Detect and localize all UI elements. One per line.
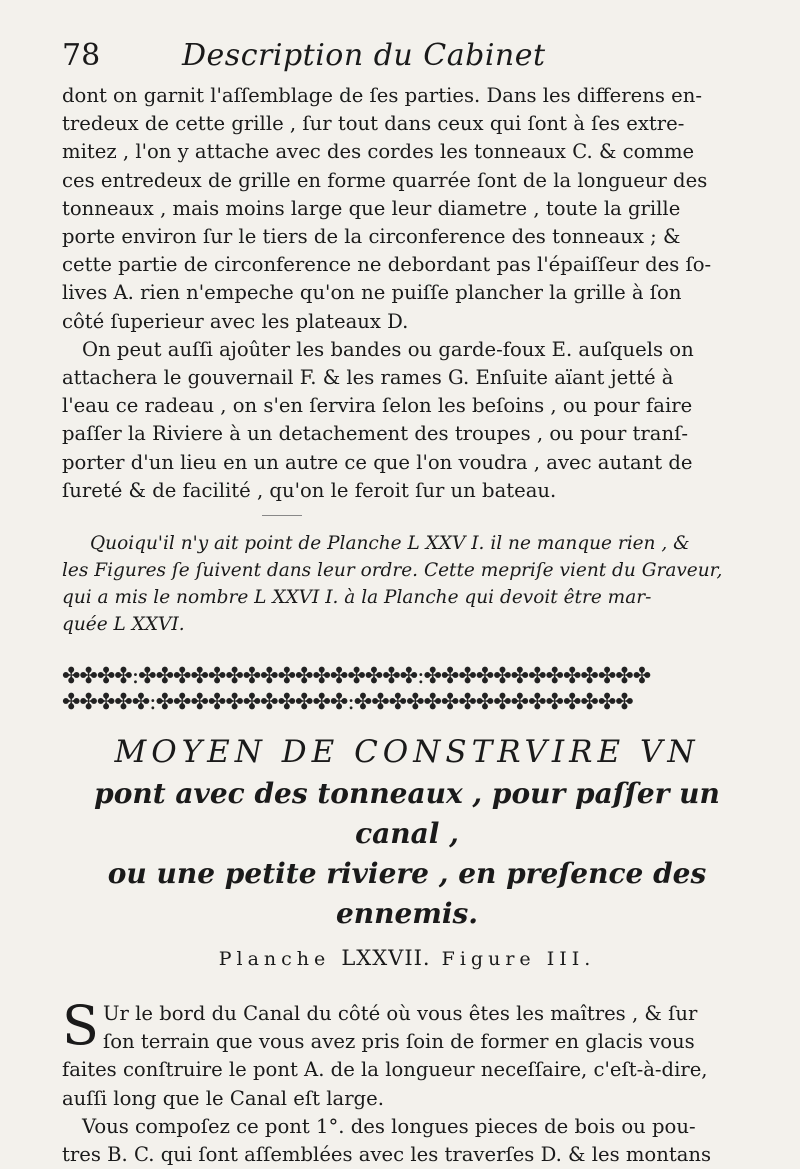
- text-line: On peut auſſi ajoûter les bandes ou garde-foux E. auſquels on: [82, 337, 694, 361]
- final-text: [62, 994, 752, 1169]
- ornamental-band: [62, 664, 752, 716]
- text-line: auſſi long que le Canal eſt large.: [62, 1086, 384, 1110]
- body-text: [62, 82, 752, 505]
- note-line: Quoiqu'il n'y ait point de Planche L XXV I. il ne manque rien , &: [90, 533, 690, 555]
- ornament-row: ✤✤✤✤✤:✤✤✤✤✤✤✤✤✤✤✤:✤✤✤✤✤✤✤✤✤✤✤✤✤✤✤✤: [62, 690, 633, 716]
- erratum-note: [62, 530, 752, 638]
- text-line: ſon terrain que vous avez pris ſoin de former en glacis vous: [103, 1030, 695, 1054]
- text-line: paſſer la Riviere à un detachement des troupes , ou pour tranſ-: [62, 422, 688, 446]
- text-line: tonneaux , mais moins large que leur diametre , toute la grille: [62, 196, 681, 220]
- drop-cap: S: [62, 994, 99, 1058]
- plate-label: Planche: [218, 948, 331, 971]
- figure-label: Figure: [441, 948, 536, 971]
- text-line: porter d'un lieu en un autre ce que l'on voudra , avec autant de: [62, 450, 693, 474]
- ornament-row: ✤✤✤✤:✤✤✤✤✤✤✤✤✤✤✤✤✤✤✤✤:✤✤✤✤✤✤✤✤✤✤✤✤✤: [62, 664, 651, 690]
- plate-number: LXXVII.: [341, 946, 431, 971]
- page-header: [62, 38, 752, 82]
- text-line: porte environ ſur le tiers de la circonference des tonneaux ; &: [62, 225, 681, 249]
- text-line: l'eau ce radeau , on s'en ſervira ſelon les beſoins , ou pour faire: [62, 394, 693, 418]
- note-line: les Figures ſe ſuivent dans leur ordre. Cette mepriſe vient du Graveur,: [62, 560, 723, 582]
- text-line: tres B. C. qui ſont aſſemblées avec les traverſes D. & les montans: [62, 1143, 712, 1167]
- text-line: mitez , l'on y attache avec des cordes les tonneaux C. & comme: [62, 140, 695, 164]
- section-subtitle: ou une petite riviere , en preſence des ennemis.: [107, 857, 707, 931]
- book-page: [62, 38, 752, 1169]
- text-line: côté ſuperieur avec les plateaux D.: [62, 309, 409, 333]
- paragraph-3: [62, 994, 752, 1113]
- figure-number: III.: [546, 948, 596, 971]
- running-title: Description du Cabinet: [182, 38, 546, 73]
- text-line: cette partie de circonference ne debordant pas l'épaiſſeur des ſo-: [62, 253, 712, 277]
- text-line: ſureté & de facilité , qu'on le feroit ſur un bateau.: [62, 478, 557, 502]
- text-line: tredeux de cette grille , ſur tout dans ceux qui ſont à ſes extre-: [62, 112, 685, 136]
- paragraph-2: [62, 336, 752, 505]
- section-heading: [62, 730, 752, 934]
- section-subtitle: pont avec des tonneaux , pour paſſer un canal ,: [94, 777, 720, 851]
- section-title-main: MOYEN DE CONSTRVIRE VN: [114, 734, 700, 771]
- text-line: dont on garnit l'aſſemblage de ſes parties. Dans les differens en-: [62, 84, 702, 107]
- page-number: 78: [62, 38, 101, 73]
- note-line: qui a mis le nombre L XXVI I. à la Planche qui devoit être mar-: [62, 587, 652, 609]
- text-line: Ur le bord du Canal du côté où vous êtes les maîtres , & ſur: [103, 1002, 698, 1026]
- note-line: quée L XXVI.: [62, 614, 185, 636]
- text-line: faites conſtruire le pont A. de la longueur neceſſaire, c'eſt-à-dire,: [62, 1058, 708, 1082]
- text-line: ces entredeux de grille en forme quarrée ſont de la longueur des: [62, 168, 708, 192]
- text-line: lives A. rien n'empeche qu'on ne puiſſe plancher la grille à ſon: [62, 281, 682, 305]
- plate-reference: [62, 946, 752, 970]
- paragraph-1: [62, 82, 752, 336]
- separator-rule: [262, 515, 302, 516]
- text-line: Vous compoſez ce pont 1°. des longues pieces de bois ou pou-: [82, 1114, 696, 1138]
- paragraph-4: [62, 1113, 752, 1169]
- text-line: attachera le gouvernail F. & les rames G. Enſuite aïant jetté à: [62, 366, 674, 390]
